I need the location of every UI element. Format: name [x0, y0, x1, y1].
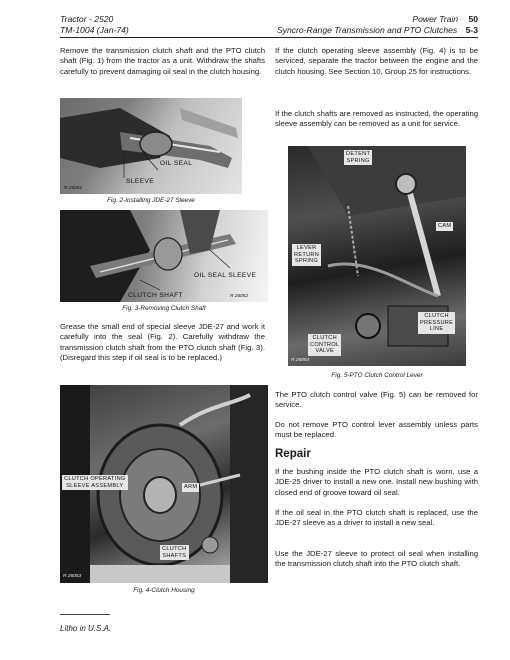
repair-heading: Repair	[275, 448, 311, 460]
right-paragraph-3: The PTO clutch control valve (Fig. 5) can be removed for service.	[275, 390, 478, 410]
fig5-label-lever-return-spring: LEVER RETURN SPRING	[294, 245, 320, 265]
fig4-caption: Fig. 4-Clutch Housing	[133, 587, 195, 594]
header-manual-number: TM-1004 (Jan-74)	[60, 25, 129, 35]
fig5-label-detent-spring: DETENT SPRING	[346, 151, 371, 164]
fig4-photo	[60, 385, 268, 583]
header-rule	[60, 37, 478, 38]
right-paragraph-5: If the bushing inside the PTO clutch shaft is worn, use a JDE-25 driver to install a new one. Install new bushing with closed end of groove toward oil seal.	[275, 467, 478, 497]
header-section-title	[412, 14, 478, 25]
fig5-caption: Fig. 5-PTO Clutch Control Lever	[331, 372, 423, 379]
header-section-name: Power Train	[412, 14, 459, 24]
fig5-label-cam: CAM	[438, 223, 452, 229]
fig4-label-arm: ARM	[184, 484, 198, 490]
fig2-label-oil-seal: OIL SEAL	[160, 160, 193, 167]
right-paragraph-7: Use the JDE-27 sleeve to protect oil seal when installing the transmission clutch shaft into the PTO clutch shaft.	[275, 549, 478, 569]
right-paragraph-1: If the clutch operating sleeve assembly (Fig. 4) is to be serviced, separate the tractor between the engine and the clutch housing. See Section 10, Group 25 for instructions.	[275, 46, 478, 76]
right-paragraph-2: If the clutch shafts are removed as instructed, the operating sleeve assembly can be removed as a unit for service.	[275, 109, 478, 129]
fig3-label-oil-seal-sleeve: OIL SEAL SLEEVE	[194, 272, 257, 279]
fig5-label-clutch-pressure-line: CLUTCH PRESSURE LINE	[420, 313, 454, 333]
fig3-illustration	[60, 210, 268, 302]
fig5-photo	[288, 146, 466, 366]
fig4-reference: R 26053	[63, 574, 82, 579]
header-group-title	[277, 25, 478, 36]
fig4-label-clutch-shafts: CLUTCH SHAFTS	[162, 546, 187, 559]
fig5-label-clutch-control-valve: CLUTCH CONTROL VALVE	[310, 335, 340, 355]
right-paragraph-4: Do not remove PTO control lever assembly unless parts must be replaced.	[275, 420, 478, 440]
header-tractor-model: Tractor - 2520	[60, 14, 114, 24]
fig4-label-operating-sleeve: CLUTCH OPERATING SLEEVE ASSEMBLY	[64, 476, 126, 489]
header-page-number: 5-3	[465, 25, 478, 35]
fig3-photo	[60, 210, 268, 302]
header-section-number: 50	[468, 14, 478, 24]
fig5-reference: R 26054	[291, 358, 310, 363]
fig2-caption: Fig. 2-Installing JDE-27 Sleeve	[107, 197, 195, 204]
left-paragraph-1: Remove the transmission clutch shaft and the PTO clutch shaft (Fig. 1) from the tractor as a unit. Withdraw the shafts carefully to prevent damaging oil seal in the clutch housing.	[60, 46, 265, 76]
fig3-label-clutch-shaft: CLUTCH SHAFT	[128, 292, 183, 299]
fig2-reference: R 26051	[64, 186, 83, 191]
footer-rule	[60, 614, 110, 615]
fig2-photo	[60, 98, 242, 194]
header-group-name: Syncro-Range Transmission and PTO Clutches	[276, 25, 458, 35]
right-paragraph-6: If the oil seal in the PTO clutch shaft is replaced, use the JDE-27 sleeve as a driver to install a new seal.	[275, 508, 478, 528]
fig3-caption: Fig. 3-Removing Clutch Shaft	[122, 305, 206, 312]
fig2-label-sleeve: SLEEVE	[126, 178, 155, 185]
footer-litho: Litho in U.S.A.	[60, 624, 112, 633]
left-paragraph-2: Grease the small end of special sleeve JDE-27 and work it carefully into the seal (Fig. 2). Carefully withdraw the transmission clutch shaft from the PTO clutch shaft (Fig. 3). (Disregard this step if oil seal is to be replaced.)	[60, 322, 265, 362]
fig3-reference: R 26052	[230, 294, 249, 299]
